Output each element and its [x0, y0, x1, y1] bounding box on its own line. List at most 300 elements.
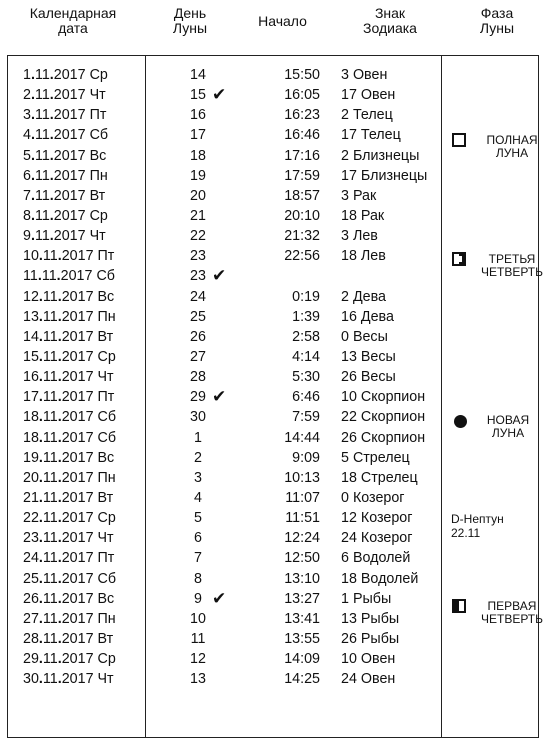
zodiac-degree: 13 [341, 610, 357, 627]
date-weekday: Сб [97, 570, 117, 587]
date-year: 2017 [61, 248, 94, 265]
table-row [8, 548, 538, 568]
date-weekday: Вс [97, 449, 115, 466]
header-phase-line2: Луны [479, 20, 515, 36]
zodiac-degree: 2 [341, 288, 349, 305]
moon-day: 27 [190, 348, 206, 365]
calendar-date: 24.11.2017 Пт [23, 550, 115, 567]
date-day: 28 [23, 630, 39, 647]
table-row [8, 669, 538, 689]
zodiac-name: Близнецы [352, 147, 420, 164]
date-month: 11 [42, 530, 58, 547]
zodiac-degree: 18 [341, 207, 357, 224]
date-day: 30 [23, 671, 39, 688]
date-weekday: Ср [97, 510, 116, 527]
phase-first-line1: ПЕРВАЯ [487, 599, 537, 613]
zodiac-sign [341, 448, 410, 468]
date-year: 2017 [61, 389, 94, 406]
zodiac-sign [341, 307, 394, 327]
calendar-date: 30.11.2017 Чт [23, 671, 114, 688]
date-day: 23 [23, 530, 39, 547]
table-row [8, 266, 538, 286]
date-weekday: Чт [97, 369, 114, 386]
zodiac-name: Стрелец [360, 469, 418, 486]
calendar-date: 16.11.2017 Чт [23, 369, 114, 386]
date-day: 11 [23, 268, 38, 285]
calendar-date: 18.11.2017 Сб [23, 409, 117, 426]
header-zodiac-line1: Знак [374, 5, 406, 21]
moon-day: 14 [190, 67, 206, 83]
zodiac-name: Рак [352, 187, 377, 204]
date-day: 9 [23, 228, 31, 245]
date-month: 11 [42, 469, 58, 486]
zodiac-name: Телец [352, 107, 393, 124]
date-weekday: Сб [97, 409, 117, 426]
header-zodiac-line2: Зодиака [363, 20, 417, 36]
zodiac-sign [341, 609, 399, 629]
start-time: 4:14 [292, 348, 320, 365]
phase-new-line2: ЛУНА [491, 426, 525, 440]
phase-label [472, 253, 547, 279]
date-weekday: Ср [89, 207, 108, 224]
moon-day: 30 [190, 409, 206, 426]
date-day: 25 [23, 570, 39, 587]
zodiac-sign [341, 528, 412, 548]
zodiac-sign [341, 649, 395, 669]
zodiac-name: Скорпион [360, 429, 426, 446]
date-year: 2017 [61, 510, 94, 527]
header-moon-day-line1: День [173, 5, 207, 21]
calendar-date: 26.11.2017 Вс [23, 590, 115, 607]
start-time: 9:09 [292, 449, 320, 466]
date-weekday: Пт [89, 107, 107, 124]
table-row [8, 226, 538, 246]
date-month: 11 [42, 550, 58, 567]
calendar-date: 14.11.2017 Вт [23, 328, 114, 345]
moon-day: 13 [190, 671, 206, 688]
table-row [8, 327, 538, 347]
table-row [8, 146, 538, 166]
zodiac-sign [341, 407, 425, 427]
header-date-line1: Календарная [29, 5, 117, 21]
table-row [8, 206, 538, 226]
start-time: 2:58 [292, 328, 320, 345]
check-mark-icon: ✔ [212, 387, 227, 407]
calendar-date: 29.11.2017 Ср [23, 651, 116, 668]
zodiac-name: Рыбы [360, 610, 400, 627]
date-day: 13 [23, 308, 39, 325]
table-row [8, 65, 538, 85]
check-mark-icon: ✔ [212, 588, 227, 608]
zodiac-degree: 18 [341, 248, 357, 265]
moon-day: 18 [190, 147, 206, 164]
start-time: 18:57 [284, 187, 320, 204]
zodiac-name: Весы [352, 328, 388, 345]
zodiac-degree: 10 [341, 389, 357, 406]
date-year: 2017 [53, 228, 86, 245]
date-weekday: Чт [89, 228, 106, 245]
moon-day: 4 [194, 489, 202, 506]
calendar-date: 13.11.2017 Пн [23, 308, 116, 325]
date-year: 2017 [53, 127, 86, 144]
calendar-date: 10.11.2017 Пт [23, 248, 115, 265]
check-mark-icon: ✔ [212, 266, 227, 286]
date-month: 11 [42, 489, 58, 506]
date-weekday: Ср [97, 651, 116, 668]
moon-day: 6 [194, 530, 202, 547]
date-month: 11 [34, 167, 50, 184]
zodiac-name: Рыбы [352, 590, 392, 607]
header-zodiac [345, 6, 435, 36]
date-weekday: Пн [89, 167, 108, 184]
date-day: 12 [23, 288, 39, 305]
zodiac-sign [341, 669, 395, 689]
phase-third-line1: ТРЕТЬЯ [488, 252, 536, 266]
zodiac-degree: 13 [341, 348, 357, 365]
date-weekday: Ср [97, 348, 116, 365]
table-row [8, 287, 538, 307]
moon-day: 15 [190, 87, 206, 104]
moon-day: 20 [190, 187, 206, 204]
table-row [8, 105, 538, 125]
header-phase [462, 6, 532, 36]
date-day: 27 [23, 610, 39, 627]
date-weekday: Ср [89, 67, 108, 83]
moon-day: 17 [190, 127, 206, 144]
zodiac-name: Весы [360, 369, 396, 386]
table-row [8, 488, 538, 508]
date-weekday: Вт [89, 187, 106, 204]
date-weekday: Вт [97, 328, 114, 345]
date-year: 2017 [61, 429, 94, 446]
zodiac-sign [341, 287, 386, 307]
table-row [8, 569, 538, 589]
start-time: 0:19 [292, 288, 320, 305]
calendar-date: 17.11.2017 Пт [23, 389, 115, 406]
phase-full-line1: ПОЛНАЯ [486, 133, 538, 147]
calendar-date: 21.11.2017 Вт [23, 489, 114, 506]
zodiac-sign [341, 146, 419, 166]
zodiac-name: Стрелец [352, 449, 410, 466]
date-year: 2017 [61, 369, 94, 386]
moon-day: 8 [194, 570, 202, 587]
calendar-date: 12.11.2017 Вс [23, 288, 115, 305]
start-time: 22:56 [284, 248, 320, 265]
date-day: 26 [23, 590, 39, 607]
calendar-date: 19.11.2017 Вс [23, 449, 115, 466]
zodiac-name: Дева [352, 288, 386, 305]
moon-day: 12 [190, 651, 206, 668]
zodiac-sign [341, 428, 425, 448]
zodiac-name: Водолей [360, 570, 419, 587]
zodiac-sign [341, 508, 412, 528]
table-row [8, 428, 538, 448]
table-row [8, 166, 538, 186]
start-time: 1:39 [292, 308, 320, 325]
zodiac-degree: 16 [341, 308, 357, 325]
zodiac-degree: 3 [341, 67, 349, 83]
moon-day: 24 [190, 288, 206, 305]
date-month: 11 [42, 449, 58, 466]
start-time: 14:09 [284, 651, 320, 668]
start-time: 14:25 [284, 671, 320, 688]
zodiac-sign [341, 65, 387, 85]
zodiac-degree: 6 [341, 550, 349, 567]
date-year: 2017 [61, 630, 94, 647]
calendar-date: 15.11.2017 Ср [23, 348, 116, 365]
date-year: 2017 [61, 469, 94, 486]
moon-day: 25 [190, 308, 206, 325]
calendar-date: 25.11.2017 Сб [23, 570, 117, 587]
calendar-date: 11.11.2017 Сб [23, 268, 115, 285]
date-year: 2017 [61, 348, 94, 365]
zodiac-sign [341, 125, 401, 145]
date-month: 11 [34, 67, 50, 83]
date-year: 2017 [61, 489, 94, 506]
phase-label [472, 600, 547, 626]
calendar-date: 1.11.2017 Ср [23, 67, 108, 83]
phase-label [468, 414, 547, 440]
table-row [8, 186, 538, 206]
date-month: 11 [42, 369, 58, 386]
date-weekday: Пн [97, 308, 116, 325]
date-day: 3 [23, 107, 31, 124]
start-time: 7:59 [292, 409, 320, 426]
date-weekday: Вс [89, 147, 107, 164]
date-year: 2017 [61, 530, 94, 547]
header-moon-day [160, 6, 220, 36]
calendar-date: 9.11.2017 Чт [23, 228, 106, 245]
zodiac-name: Овен [360, 87, 396, 104]
start-time: 16:05 [284, 87, 320, 104]
zodiac-name: Козерог [360, 530, 413, 547]
date-weekday: Пн [97, 469, 116, 486]
calendar-date: 8.11.2017 Ср [23, 207, 108, 224]
zodiac-degree: 22 [341, 409, 357, 426]
date-weekday: Сб [97, 429, 117, 446]
zodiac-name: Рак [360, 207, 385, 224]
header-date-line2: дата [58, 20, 88, 36]
moon-day: 5 [194, 510, 202, 527]
date-year: 2017 [53, 107, 86, 124]
date-day: 5 [23, 147, 31, 164]
start-time: 17:16 [284, 147, 320, 164]
zodiac-degree: 26 [341, 369, 357, 386]
date-month: 11 [42, 651, 58, 668]
date-day: 7 [23, 187, 31, 204]
date-day: 10 [23, 248, 39, 265]
zodiac-name: Козерог [360, 510, 413, 527]
date-month: 11 [34, 228, 50, 245]
date-month: 11 [34, 127, 50, 144]
zodiac-name: Скорпион [360, 389, 426, 406]
date-day: 1 [23, 67, 31, 83]
date-year: 2017 [60, 268, 93, 285]
zodiac-sign [341, 387, 425, 407]
start-time: 21:32 [284, 228, 320, 245]
date-day: 20 [23, 469, 39, 486]
neptune-note-line2: 22.11 [451, 526, 481, 540]
date-month: 11 [42, 510, 58, 527]
date-day: 24 [23, 550, 39, 567]
phase-full-line2: ЛУНА [495, 146, 529, 160]
header-start-label: Начало [258, 13, 307, 29]
table-row [8, 649, 538, 669]
zodiac-sign [341, 226, 378, 246]
date-weekday: Чт [97, 530, 114, 547]
zodiac-degree: 17 [341, 167, 357, 184]
table-row [8, 629, 538, 649]
date-year: 2017 [53, 167, 86, 184]
table-row [8, 347, 538, 367]
zodiac-name: Овен [360, 651, 396, 668]
phase-third-line2: ЧЕТВЕРТЬ [480, 265, 543, 279]
zodiac-name: Водолей [352, 550, 411, 567]
date-year: 2017 [61, 449, 94, 466]
date-day: 17 [23, 389, 39, 406]
date-month: 11 [42, 248, 58, 265]
zodiac-sign [341, 367, 396, 387]
moon-day: 29 [190, 389, 206, 406]
zodiac-name: Скорпион [360, 409, 426, 426]
date-month: 11 [42, 671, 58, 688]
date-month: 11 [42, 409, 58, 426]
table-row [8, 85, 538, 105]
zodiac-sign [341, 629, 399, 649]
moon-day: 22 [190, 228, 206, 245]
date-day: 18 [23, 429, 39, 446]
zodiac-sign [341, 569, 418, 589]
date-weekday: Сб [96, 268, 115, 285]
start-time: 16:46 [284, 127, 320, 144]
zodiac-name: Рыбы [360, 630, 400, 647]
date-year: 2017 [61, 550, 94, 567]
start-time: 13:41 [284, 610, 320, 627]
zodiac-name: Лев [352, 228, 378, 245]
date-day: 19 [23, 449, 39, 466]
date-day: 2 [23, 87, 31, 104]
date-month: 11 [42, 288, 58, 305]
start-time: 13:27 [284, 590, 320, 607]
new-moon-icon [454, 415, 467, 428]
moon-day: 7 [194, 550, 202, 567]
full-moon-icon [452, 133, 466, 147]
date-day: 16 [23, 369, 39, 386]
zodiac-name: Лев [360, 248, 386, 265]
zodiac-name: Телец [360, 127, 401, 144]
header-phase-line1: Фаза [480, 5, 514, 21]
zodiac-degree: 2 [341, 147, 349, 164]
date-month: 11 [42, 348, 58, 365]
date-month: 11 [42, 570, 58, 587]
first-quarter-icon [452, 599, 466, 613]
moon-day: 23 [190, 248, 206, 265]
date-month: 11 [41, 268, 57, 285]
phase-first-line2: ЧЕТВЕРТЬ [480, 612, 543, 626]
date-weekday: Пн [97, 610, 116, 627]
zodiac-degree: 5 [341, 449, 349, 466]
calendar-date: 22.11.2017 Ср [23, 510, 116, 527]
zodiac-name: Козерог [352, 489, 405, 506]
header-start [245, 14, 320, 29]
zodiac-name: Близнецы [360, 167, 428, 184]
date-weekday: Сб [89, 127, 109, 144]
start-time: 16:23 [284, 107, 320, 124]
date-day: 4 [23, 127, 31, 144]
moon-day: 26 [190, 328, 206, 345]
moon-day: 11 [190, 630, 206, 647]
moon-day: 16 [190, 107, 206, 124]
start-time: 11:07 [285, 489, 320, 506]
date-day: 22 [23, 510, 39, 527]
date-year: 2017 [53, 87, 86, 104]
date-weekday: Пт [97, 389, 115, 406]
zodiac-degree: 0 [341, 489, 349, 506]
phase-label [472, 134, 547, 160]
zodiac-name: Весы [360, 348, 396, 365]
moon-day: 3 [194, 469, 202, 486]
date-month: 11 [34, 147, 50, 164]
date-weekday: Вс [97, 288, 115, 305]
date-month: 11 [34, 187, 50, 204]
table-row [8, 448, 538, 468]
calendar-date: 2.11.2017 Чт [23, 87, 106, 104]
date-year: 2017 [53, 67, 86, 83]
date-year: 2017 [53, 147, 86, 164]
zodiac-sign [341, 206, 384, 226]
date-year: 2017 [61, 590, 94, 607]
header-moon-day-line2: Луны [172, 20, 208, 36]
date-year: 2017 [61, 671, 94, 688]
date-year: 2017 [61, 409, 94, 426]
zodiac-sign [341, 327, 388, 347]
moon-day: 23 [190, 268, 206, 285]
calendar-date: 28.11.2017 Вт [23, 630, 114, 647]
date-year: 2017 [61, 308, 94, 325]
calendar-date: 18.11.2017 Сб [23, 429, 117, 446]
date-year: 2017 [61, 610, 94, 627]
date-day: 6 [23, 167, 31, 184]
start-time: 10:13 [284, 469, 320, 486]
date-month: 11 [34, 87, 50, 104]
date-year: 2017 [61, 570, 94, 587]
zodiac-sign [341, 347, 396, 367]
zodiac-degree: 26 [341, 429, 357, 446]
calendar-date: 5.11.2017 Вс [23, 147, 107, 164]
phase-new-line1: НОВАЯ [486, 413, 530, 427]
start-time: 13:55 [284, 630, 320, 647]
date-day: 15 [23, 348, 39, 365]
zodiac-degree: 3 [341, 187, 349, 204]
zodiac-degree: 3 [341, 228, 349, 245]
third-quarter-icon [452, 252, 466, 266]
date-weekday: Пт [97, 550, 115, 567]
date-month: 11 [42, 389, 58, 406]
date-weekday: Вт [97, 630, 114, 647]
date-month: 11 [42, 308, 58, 325]
calendar-date: 27.11.2017 Пн [23, 610, 116, 627]
moon-day: 2 [194, 449, 202, 466]
date-weekday: Вс [97, 590, 115, 607]
calendar-date: 23.11.2017 Чт [23, 530, 114, 547]
moon-day: 9 [194, 590, 202, 607]
date-month: 11 [34, 207, 50, 224]
date-day: 18 [23, 409, 39, 426]
zodiac-degree: 18 [341, 570, 357, 587]
start-time: 6:46 [292, 389, 320, 406]
date-month: 11 [42, 328, 58, 345]
zodiac-degree: 26 [341, 630, 357, 647]
